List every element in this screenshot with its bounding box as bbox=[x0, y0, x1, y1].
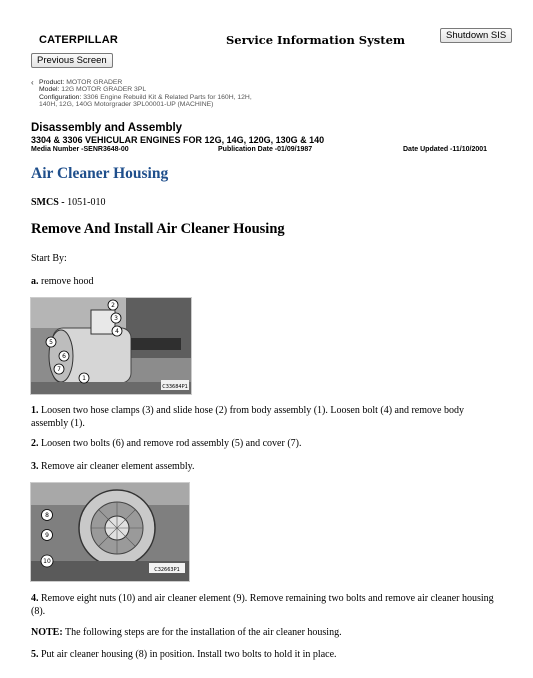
smcs-value: 1051-010 bbox=[64, 197, 106, 208]
figure-2-air-cleaner-housing bbox=[30, 482, 190, 582]
fig1-callout-2: 2 bbox=[111, 302, 115, 309]
step-2 bbox=[31, 437, 501, 450]
fig1-callout-6: 6 bbox=[62, 353, 66, 360]
chevron-left-icon[interactable]: ‹ bbox=[31, 78, 34, 87]
step-2-number: 2. bbox=[31, 438, 39, 449]
step-1 bbox=[31, 404, 501, 430]
step-1-text: Loosen two hose clamps (3) and slide hose (2) from body assembly (1). Loosen bolt (4) and remove body assembly (1). bbox=[31, 405, 464, 429]
step-4-text: Remove eight nuts (10) and air cleaner element (9). Remove remaining two bolts and remove air cleaner housing (8). bbox=[31, 593, 494, 617]
step-1-number: 1. bbox=[31, 405, 39, 416]
fig2-caption: C32663P1 bbox=[154, 567, 180, 573]
fig1-callout-4: 4 bbox=[115, 328, 119, 335]
engine-applicability: 3304 & 3306 VEHICULAR ENGINES FOR 12G, 14G, 120G, 130G & 140 bbox=[31, 135, 325, 145]
model-label: Model: bbox=[39, 86, 60, 94]
step-5-text: Put air cleaner housing (8) in position. Install two bolts to hold it in place. bbox=[38, 649, 337, 660]
step-2-text: Loosen two bolts (6) and remove rod assembly (5) and cover (7). bbox=[38, 438, 302, 449]
prereq-a-text: remove hood bbox=[38, 276, 94, 287]
step-3-text: Remove air cleaner element assembly. bbox=[38, 461, 195, 472]
configuration-label: Configuration: bbox=[39, 93, 82, 101]
doc-heading: Air Cleaner Housing bbox=[31, 165, 169, 182]
note-text: The following steps are for the installation of the air cleaner housing. bbox=[62, 627, 342, 638]
section-title: Disassembly and Assembly bbox=[31, 122, 183, 134]
fig1-callout-3: 3 bbox=[114, 315, 118, 322]
product-value: MOTOR GRADER bbox=[66, 79, 123, 86]
step-4-number: 4. bbox=[31, 593, 39, 604]
doc-subheading: Remove And Install Air Cleaner Housing bbox=[31, 221, 285, 237]
publication-date: Publication Date -01/09/1987 bbox=[218, 146, 313, 153]
prereq-a bbox=[31, 275, 501, 288]
start-by: Start By: bbox=[31, 253, 67, 264]
page-title: Service Information System bbox=[226, 33, 406, 47]
model-value: 12G MOTOR GRADER 3PL bbox=[61, 86, 147, 94]
fig1-callout-5: 5 bbox=[49, 339, 53, 346]
step-5 bbox=[31, 648, 501, 661]
fig2-callout-8: 8 bbox=[45, 512, 49, 519]
product-label: Product: bbox=[39, 79, 65, 86]
step-3-number: 3. bbox=[31, 461, 39, 472]
caterpillar-logo: CATERPILLAR bbox=[39, 34, 118, 46]
configuration-value: 3306 Engine Rebuild Kit & Related Parts for 160H, 12H, bbox=[83, 93, 252, 101]
fig1-callout-1: 1 bbox=[82, 375, 86, 382]
step-5-number: 5. bbox=[31, 649, 39, 660]
prereq-a-label: a. bbox=[31, 276, 39, 287]
fig2-callout-10: 10 bbox=[43, 558, 51, 565]
previous-screen-button[interactable]: Previous Screen bbox=[31, 53, 113, 68]
shutdown-sis-button[interactable]: Shutdown SIS bbox=[440, 28, 512, 43]
date-updated: Date Updated -11/10/2001 bbox=[403, 146, 488, 153]
step-4 bbox=[31, 592, 501, 618]
fig1-callout-7: 7 bbox=[57, 366, 61, 373]
step-3 bbox=[31, 460, 501, 473]
configuration-value-cont: 140H, 12G, 140G Motorgrader 3PL00001-UP (MACHINE) bbox=[39, 101, 214, 109]
smcs-label: SMCS - bbox=[31, 197, 65, 208]
note bbox=[31, 626, 501, 639]
product-info bbox=[39, 79, 252, 109]
media-number: Media Number -SENR3648-00 bbox=[31, 146, 129, 153]
note-label: NOTE: bbox=[31, 627, 63, 638]
smcs-line bbox=[31, 196, 501, 209]
figure-1-air-cleaner-body bbox=[30, 297, 192, 395]
fig1-caption: C33684P1 bbox=[162, 384, 188, 390]
fig2-callout-9: 9 bbox=[45, 532, 49, 539]
